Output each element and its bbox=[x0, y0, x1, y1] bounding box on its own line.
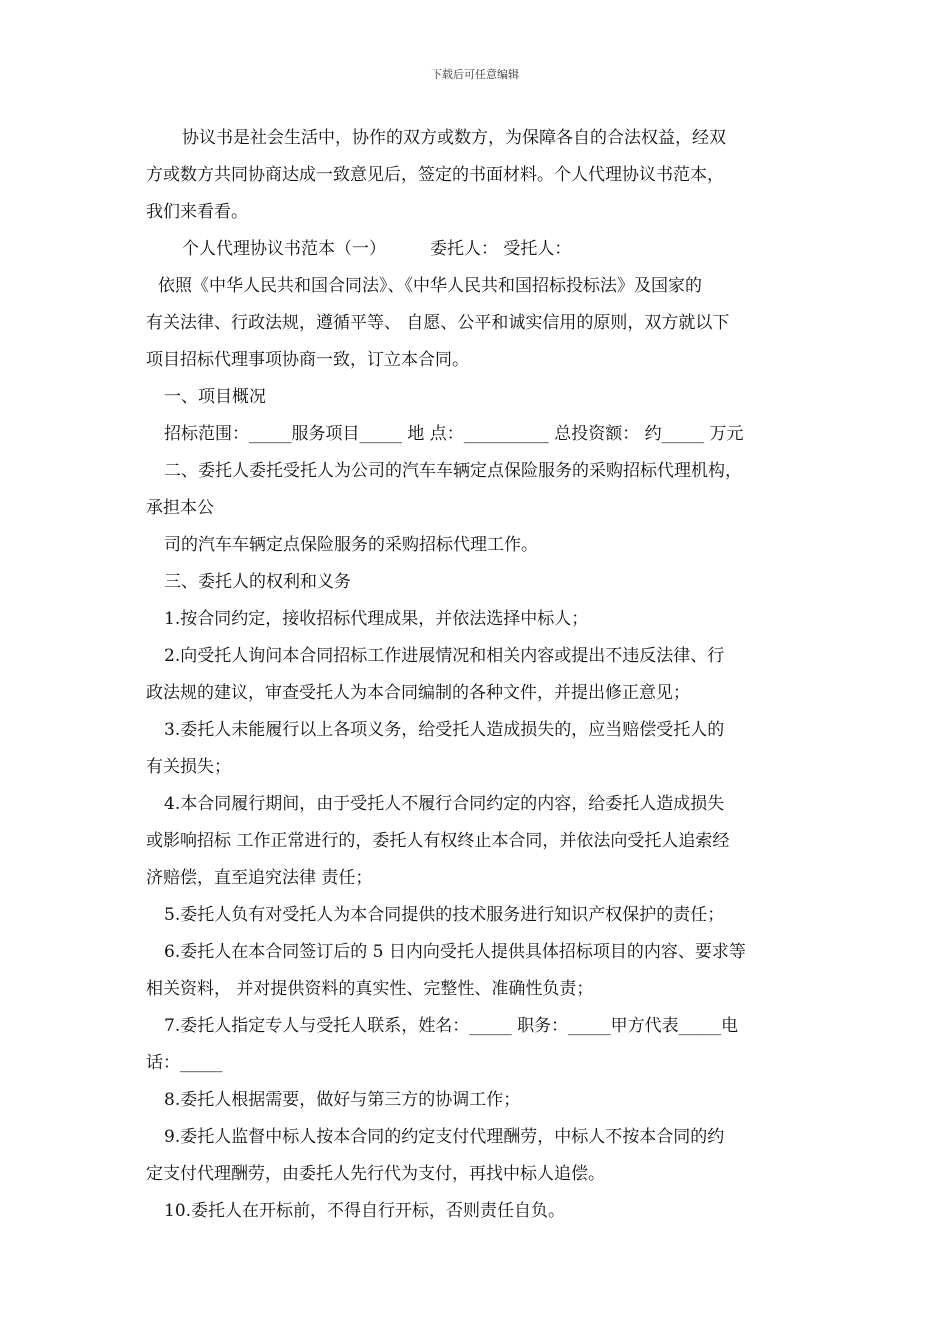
clause-4-line-1: 4.本合同履行期间，由于受托人不履行合同约定的内容，给委托人造成损失 bbox=[164, 794, 725, 814]
clause-8: 8.委托人根据需要，做好与第三方的协调工作； bbox=[164, 1090, 521, 1110]
clause-1: 1.按合同约定，接收招标代理成果，并依法选择中标人； bbox=[164, 609, 589, 629]
intro-line-2: 方或数方共同协商达成一致意见后，签定的书面材料。个人代理协议书范本， bbox=[146, 165, 724, 185]
intro-line-3: 我们来看看。 bbox=[146, 202, 248, 222]
section-2-line-2: 承担本公 bbox=[146, 498, 214, 518]
section-1-scope: 招标范围：_____服务项目_____ 地 点：__________ 总投资额： 约_____ 万元 bbox=[164, 424, 744, 444]
section-3-heading: 三、委托人的权利和义务 bbox=[164, 572, 351, 592]
intro-line-1: 协议书是社会生活中，协作的双方或数方，为保障各自的合法权益，经双 bbox=[182, 128, 726, 148]
clause-9-line-1: 9.委托人监督中标人按本合同的约定支付代理酬劳，中标人不按本合同的约 bbox=[164, 1127, 725, 1147]
document-body bbox=[146, 120, 810, 1230]
clause-3-line-2: 有关损失； bbox=[146, 757, 231, 777]
clause-7-line-1: 7.委托人指定专人与受托人联系，姓名：_____ 职务：_____甲方代表_____电 bbox=[164, 1016, 739, 1036]
basis-line-3: 项目招标代理事项协商一致，订立本合同。 bbox=[146, 350, 469, 370]
parties-label: 委托人： 受托人： bbox=[430, 239, 572, 259]
basis-line-2: 有关法律、行政法规，遵循平等、 自愿、公平和诚实信用的原则，双方就以下 bbox=[146, 313, 730, 333]
section-1-heading: 一、项目概况 bbox=[164, 387, 266, 407]
section-2-line-1: 二、委托人委托受托人为公司的汽车车辆定点保险服务的采购招标代理机构， bbox=[164, 461, 742, 481]
clause-6-line-2: 相关资料， 并对提供资料的真实性、完整性、准确性负责； bbox=[146, 979, 594, 999]
clause-9-line-2: 定支付代理酬劳，由委托人先行代为支付，再找中标人追偿。 bbox=[146, 1164, 605, 1184]
clause-4-line-3: 济赔偿，直至追究法律 责任； bbox=[146, 868, 373, 888]
document-title-line bbox=[146, 231, 810, 268]
clause-2-line-2: 政法规的建议，审查受托人为本合同编制的各种文件，并提出修正意见； bbox=[146, 683, 690, 703]
clause-6-line-1: 6.委托人在本合同签订后的 5 日内向受托人提供具体招标项目的内容、要求等 bbox=[164, 942, 746, 962]
page-header-note: 下载后可任意编辑 bbox=[431, 68, 519, 81]
clause-3-line-1: 3.委托人未能履行以上各项义务，给受托人造成损失的，应当赔偿受托人的 bbox=[164, 720, 725, 740]
clause-7-line-2: 话：_____ bbox=[146, 1053, 223, 1073]
basis-line-1: 依照《中华人民共和国合同法》、《中华人民共和国招标投标法》及国家的 bbox=[158, 276, 702, 296]
clause-10: 10.委托人在开标前，不得自行开标，否则责任自负。 bbox=[164, 1201, 566, 1221]
section-2-line-3: 司的汽车车辆定点保险服务的采购招标代理工作。 bbox=[164, 535, 538, 555]
document-title: 个人代理协议书范本（一） bbox=[182, 239, 386, 259]
clause-4-line-2: 或影响招标 工作正常进行的，委托人有权终止本合同，并依法向受托人追索经 bbox=[146, 831, 730, 851]
clause-5: 5.委托人负有对受托人为本合同提供的技术服务进行知识产权保护的责任； bbox=[164, 905, 725, 925]
clause-2-line-1: 2.向受托人询问本合同招标工作进展情况和相关内容或提出不违反法律、行 bbox=[164, 646, 725, 666]
